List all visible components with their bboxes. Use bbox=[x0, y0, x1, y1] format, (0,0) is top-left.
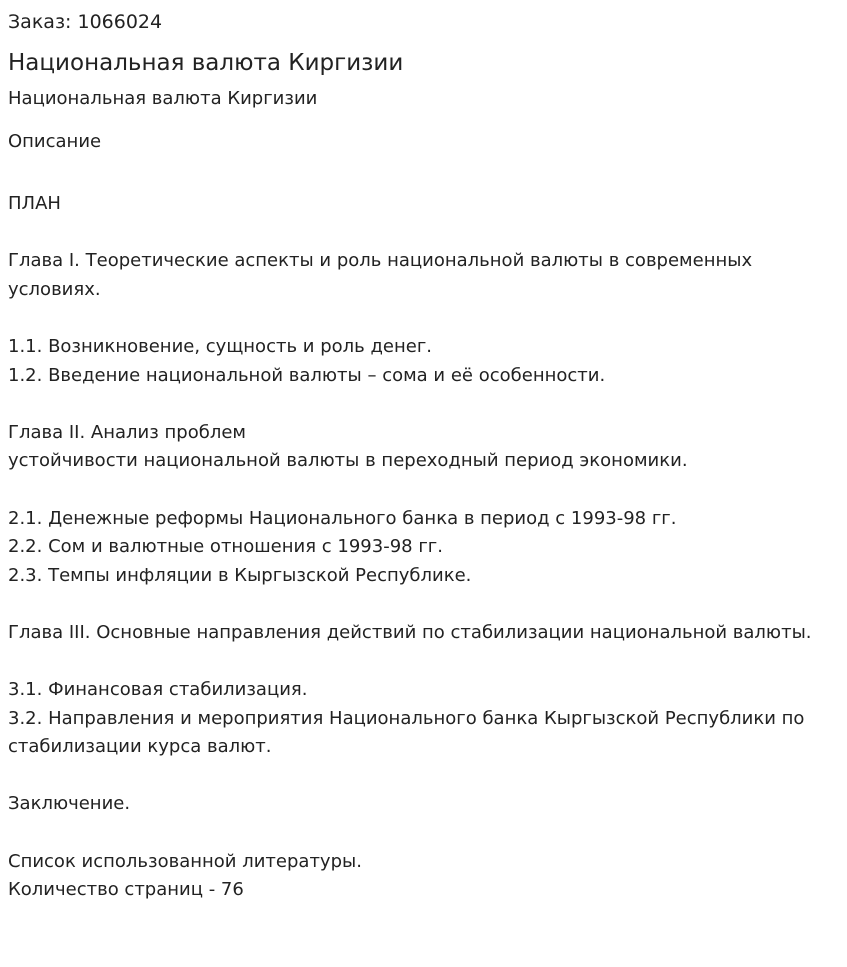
plan-heading: ПЛАН bbox=[8, 193, 61, 214]
page-count: Количество страниц - 76 bbox=[8, 879, 244, 901]
plan-item-3-2: 3.2. Направления и мероприятия Национального банка Кыргызской Республики по стабилизации курса валют. bbox=[8, 707, 805, 758]
chapter-2-line-2: устойчивости национальной валюты в переходный период экономики. bbox=[8, 450, 688, 472]
plan-item-2-3: 2.3. Темпы инфляции в Кыргызской Республике. bbox=[8, 564, 472, 586]
plan-item-2-2: 2.2. Сом и валютные отношения с 1993-98 гг. bbox=[8, 536, 443, 558]
document-subtitle: Национальная валюта Киргизии bbox=[8, 88, 318, 109]
document-title: Национальная валюта Киргизии bbox=[8, 50, 404, 76]
conclusion: Заключение. bbox=[8, 793, 131, 815]
blank-line bbox=[8, 390, 833, 419]
order-number: Заказ: 1066024 bbox=[8, 11, 163, 33]
chapter-3: Глава III. Основные направления действий по стабилизации национальной валюты. bbox=[8, 621, 812, 643]
chapter-2-line-1: Глава II. Анализ проблем bbox=[8, 421, 247, 443]
blank-line bbox=[8, 648, 833, 677]
chapter-1: Глава I. Теоретические аспекты и роль национальной валюты в современных условиях. bbox=[8, 250, 753, 300]
blank-line bbox=[8, 819, 833, 848]
bibliography: Список использованной литературы. bbox=[8, 850, 362, 872]
blank-line bbox=[8, 219, 833, 248]
description-label: Описание bbox=[8, 131, 102, 152]
plan-item-3-1: 3.1. Финансовая стабилизация. bbox=[8, 679, 308, 701]
blank-line bbox=[8, 304, 833, 333]
plan-content bbox=[8, 190, 833, 905]
blank-line bbox=[8, 590, 833, 619]
plan-item-1-1: 1.1. Возникновение, сущность и роль денег. bbox=[8, 335, 433, 357]
plan-item-2-1: 2.1. Денежные реформы Национального банка в период с 1993-98 гг. bbox=[8, 507, 677, 529]
blank-line bbox=[8, 762, 833, 791]
blank-line bbox=[8, 476, 833, 505]
plan-item-1-2: 1.2. Введение национальной валюты – сома и её особенности. bbox=[8, 364, 606, 386]
